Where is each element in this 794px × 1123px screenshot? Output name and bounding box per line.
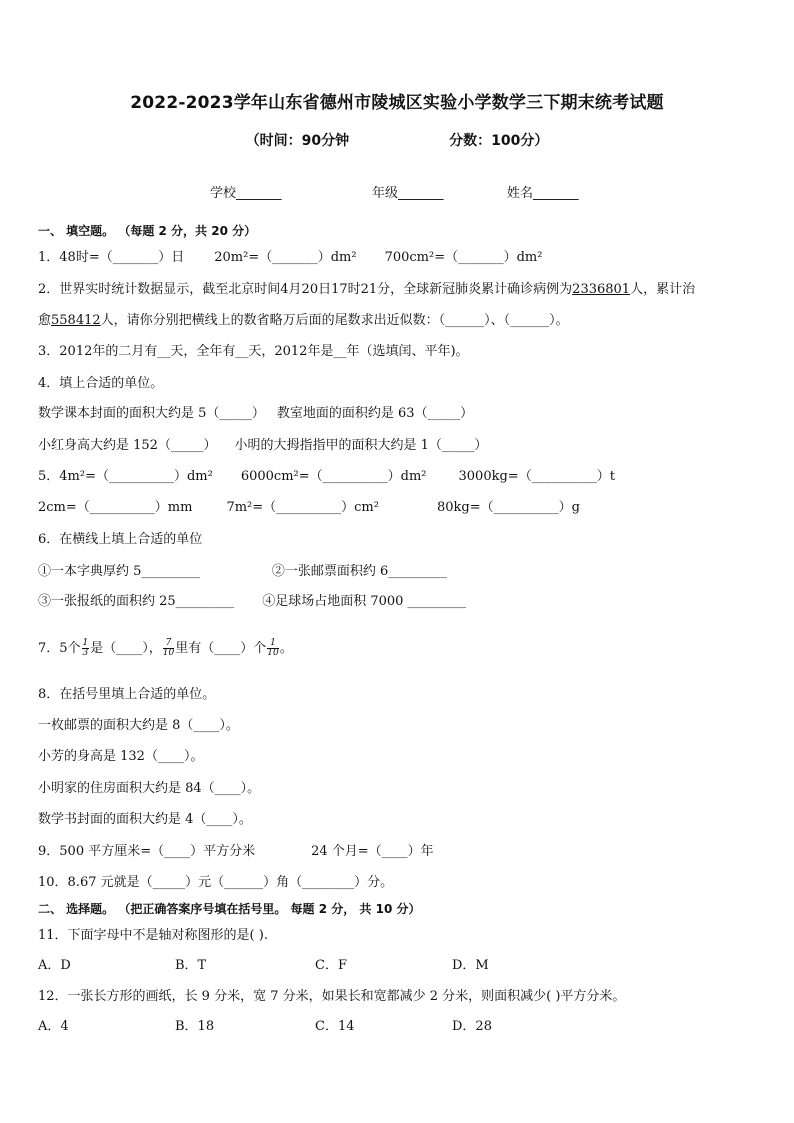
- total-score: 分数：100分）: [449, 133, 549, 149]
- q2-recovered-number: 558412: [51, 313, 101, 328]
- q6-b[interactable]: ②一张邮票面积约 6_________: [271, 564, 447, 579]
- frac-num: 1: [267, 639, 278, 649]
- q4-b[interactable]: 教室地面的面积约是 63（_____）: [276, 406, 474, 421]
- frac-den: 3: [82, 648, 89, 658]
- question-4-row-1: [38, 406, 473, 422]
- q7-text-3[interactable]: 里有（____）个: [175, 641, 267, 656]
- q5-d[interactable]: 2cm=（__________）mm: [38, 500, 193, 515]
- question-8-c[interactable]: 小明家的住房面积大约是 84（____）。: [38, 781, 261, 796]
- q9-a[interactable]: 9．500 平方厘米=（____）平方分米: [38, 844, 256, 859]
- question-4-heading: 4．填上合适的单位。: [38, 376, 164, 391]
- q12-option-b[interactable]: B．18: [175, 1019, 215, 1034]
- q6-d[interactable]: ④足球场占地面积 7000 _________: [262, 594, 467, 609]
- frac-num: 1: [82, 638, 89, 648]
- q2-text-cont: 人，累计治: [630, 282, 696, 297]
- section-heading-choice: 二、 选择题。 （把正确答案序号填在括号里。 每题 2 分， 共 10 分）: [38, 902, 421, 916]
- q11-option-b[interactable]: B．T: [175, 958, 207, 973]
- question-2-line-2[interactable]: [38, 313, 569, 329]
- q2-text: 2．世界实时统计数据显示，截至北京时间4月20日17时21分，全球新冠肺炎累计确诊病例为: [38, 282, 573, 297]
- frac-den: 10: [267, 648, 279, 658]
- frac-den: 10: [162, 648, 175, 658]
- name-field[interactable]: 姓名_______: [507, 186, 579, 201]
- question-4-row-2: [38, 438, 487, 454]
- q1-part-a[interactable]: 1．48时=（_______）日: [38, 250, 185, 265]
- q5-e[interactable]: 7m²=（__________）cm²: [226, 500, 379, 515]
- question-5-row-2: [38, 500, 580, 516]
- q7-text-2[interactable]: 是（____），: [90, 641, 162, 656]
- q12-option-d[interactable]: D．28: [452, 1019, 492, 1034]
- q4-c[interactable]: 小红身高大约是 152（_____）: [38, 438, 217, 453]
- q11-option-d[interactable]: D．M: [452, 958, 489, 973]
- question-8-d[interactable]: 数学书封面的面积大约是 4（____）。: [38, 812, 252, 827]
- section-heading-fill-blank: 一、 填空题。 （每题 2 分，共 20 分）: [38, 224, 257, 238]
- question-9: [38, 844, 434, 860]
- q2-confirmed-number: 2336801: [572, 282, 631, 297]
- q7-text-4: 。: [279, 641, 293, 656]
- q5-f[interactable]: 80kg=（__________）g: [436, 500, 580, 515]
- q5-c[interactable]: 3000kg=（__________）t: [458, 469, 615, 484]
- question-2-line-1: [38, 282, 695, 298]
- question-6-row-2: [38, 594, 466, 610]
- question-8-heading: 8．在括号里填上合适的单位。: [38, 687, 216, 702]
- q12-option-a[interactable]: A．4: [38, 1019, 69, 1034]
- q12-option-c[interactable]: C．14: [315, 1019, 355, 1034]
- question-8-a[interactable]: 一枚邮票的面积大约是 8（____）。: [38, 718, 239, 733]
- q5-b[interactable]: 6000cm²=（__________）dm²: [240, 469, 427, 484]
- fraction-one-tenth: [267, 639, 278, 658]
- question-5-row-1: [38, 469, 615, 485]
- question-1: [38, 250, 542, 266]
- exam-meta: [0, 130, 794, 150]
- question-8-b[interactable]: 小芳的身高是 132（____）。: [38, 749, 204, 764]
- time-limit: （时间：90分钟: [245, 133, 350, 149]
- q2-text-2: 愈: [38, 313, 52, 328]
- fraction-one-third: [82, 639, 90, 658]
- q1-part-c[interactable]: 700cm²=（_______）dm²: [384, 250, 543, 265]
- frac-num: 7: [163, 639, 174, 649]
- q6-c[interactable]: ③一张报纸的面积约 25_________: [38, 594, 235, 609]
- question-6-row-1: [38, 564, 447, 580]
- q4-d[interactable]: 小明的大拇指指甲的面积大约是 1（_____）: [234, 438, 488, 453]
- question-11: 11．下面字母中不是轴对称图形的是( ).: [38, 928, 268, 943]
- q6-a[interactable]: ①一本字典厚约 5_________: [38, 564, 200, 579]
- question-12: 12．一张长方形的画纸，长 9 分米，宽 7 分米，如果长和宽都减少 2 分米，则面积减少( )平方分米。: [38, 989, 626, 1004]
- question-7[interactable]: [38, 638, 293, 660]
- q11-option-c[interactable]: C．F: [315, 958, 347, 973]
- question-6-heading: 6．在横线上填上合适的单位: [38, 532, 203, 547]
- page-title: 2022-2023学年山东省德州市陵城区实验小学数学三下期末统考试题: [130, 93, 664, 113]
- q1-part-b[interactable]: 20m²=（_______）dm²: [214, 250, 357, 265]
- q11-option-a[interactable]: A．D: [38, 958, 71, 973]
- grade-field[interactable]: 年级_______: [372, 186, 444, 201]
- q4-a[interactable]: 数学课本封面的面积大约是 5（_____）: [38, 406, 265, 421]
- fraction-seven-tenths: [163, 639, 174, 658]
- school-field[interactable]: 学校_______: [210, 186, 282, 201]
- q5-a[interactable]: 5．4m²=（__________）dm²: [38, 469, 213, 484]
- question-10[interactable]: 10．8.67 元就是（_____）元（______）角（________）分。: [38, 875, 394, 890]
- q7-text-1: 7．5个: [38, 641, 81, 656]
- question-3[interactable]: 3．2012年的二月有__天，全年有__天，2012年是__年（选填闰、平年)。: [38, 344, 469, 359]
- q2-answer-text[interactable]: 人，请你分别把横线上的数省略万后面的尾数求出近似数：（______）、（______）。: [100, 313, 569, 328]
- q9-b[interactable]: 24 个月=（____）年: [311, 844, 434, 859]
